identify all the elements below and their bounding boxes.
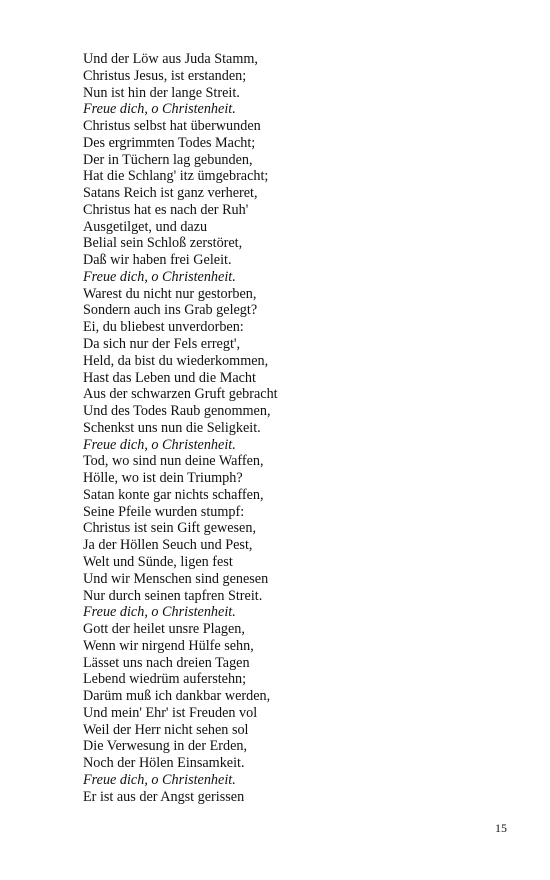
refrain-line: Freue dich, o Christenheit. xyxy=(83,604,236,621)
poem-line: Die Verwesung in der Erden, xyxy=(83,738,248,755)
poem-line: Noch der Hölen Einsamkeit. xyxy=(83,755,245,772)
refrain-line: Freue dich, o Christenheit. xyxy=(83,268,236,285)
poem-line: Aus der schwarzen Gruft gebracht xyxy=(83,386,278,403)
poem-line: Ja der Höllen Seuch und Pest, xyxy=(83,537,253,554)
poem-line: Und mein' Ehr' ist Freuden vol xyxy=(83,704,258,721)
poem-line: Christus hat es nach der Ruh' xyxy=(83,201,249,218)
poem-line: Ausgetilget, und dazu xyxy=(83,218,208,235)
poem-line: Darüm muß ich dankbar werden, xyxy=(83,688,271,705)
poem-line: Nun ist hin der lange Streit. xyxy=(83,84,240,101)
poem-line: Schenkst uns nun die Seligkeit. xyxy=(83,419,261,436)
refrain-line: Freue dich, o Christenheit. xyxy=(83,436,236,453)
poem-line: Er ist aus der Angst gerissen xyxy=(83,788,245,805)
poem-line: Christus ist sein Gift gewesen, xyxy=(83,520,256,537)
poem-line: Christus Jesus, ist erstanden; xyxy=(83,67,247,84)
poem-line: Und des Todes Raub genommen, xyxy=(83,403,271,420)
poem-line: Warest du nicht nur gestorben, xyxy=(83,285,257,302)
poem-line: Weil der Herr nicht sehen sol xyxy=(83,721,249,738)
page-number: 15 xyxy=(495,821,507,835)
poem-text xyxy=(83,51,503,805)
poem-line: Tod, wo sind nun deine Waffen, xyxy=(83,453,264,470)
poem-line: Ei, du bliebest unverdorben: xyxy=(83,319,244,336)
poem-line: Belial sein Schloß zerstöret, xyxy=(83,235,243,252)
poem-line: Daß wir haben frei Geleit. xyxy=(83,252,232,269)
poem-line: Und der Löw aus Juda Stamm, xyxy=(83,51,258,67)
poem-line: Wenn wir nirgend Hülfe sehn, xyxy=(83,637,254,654)
poem-line: Gott der heilet unsre Plagen, xyxy=(83,621,245,638)
poem-line: Seine Pfeile wurden stumpf: xyxy=(83,503,245,520)
poem-line: Nur durch seinen tapfren Streit. xyxy=(83,587,263,604)
poem-line: Satans Reich ist ganz verheret, xyxy=(83,185,258,202)
poem-line: Da sich nur der Fels erregt', xyxy=(83,336,240,353)
refrain-line: Freue dich, o Christenheit. xyxy=(83,101,236,118)
poem-line: Der in Tüchern lag gebunden, xyxy=(83,151,253,168)
poem-line: Welt und Sünde, ligen fest xyxy=(83,553,233,570)
poem-line: Lebend wiedrüm auferstehn; xyxy=(83,671,247,688)
poem-line: Und wir Menschen sind genesen xyxy=(83,570,269,587)
poem-line: Hast das Leben und die Macht xyxy=(83,369,256,386)
poem-line: Hölle, wo ist dein Triumph? xyxy=(83,470,243,487)
poem-line: Hat die Schlang' itz ümgebracht; xyxy=(83,168,269,185)
refrain-line: Freue dich, o Christenheit. xyxy=(83,771,236,788)
poem-line: Lässet uns nach dreien Tagen xyxy=(83,654,250,671)
poem-line: Sondern auch ins Grab gelegt? xyxy=(83,302,258,319)
poem-line: Held, da bist du wiederkommen, xyxy=(83,352,269,369)
poem-line: Christus selbst hat überwunden xyxy=(83,118,261,135)
poem-line: Des ergrimmten Todes Macht; xyxy=(83,134,256,151)
poem-line: Satan konte gar nichts schaffen, xyxy=(83,486,264,503)
